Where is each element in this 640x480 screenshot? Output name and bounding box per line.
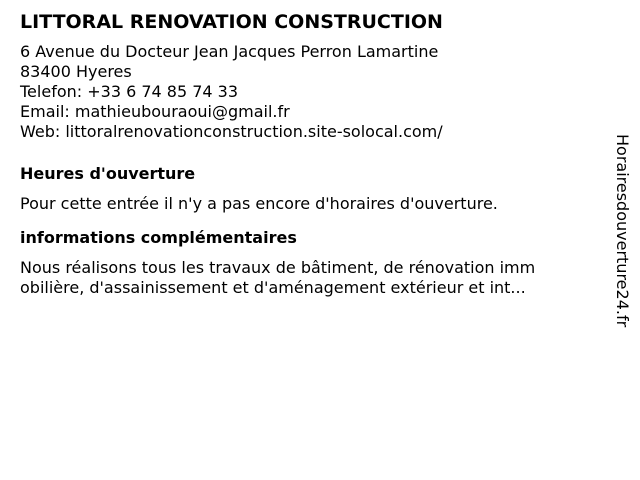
opening-hours-text: Pour cette entrée il n'y a pas encore d'horaires d'ouverture. [20,194,498,213]
additional-info-text [20,258,600,298]
address-street: 6 Avenue du Docteur Jean Jacques Perron Lamartine [20,42,439,61]
website-link[interactable]: Web: littoralrenovationconstruction.site-solocal.com/ [20,122,443,141]
brand-watermark: Horairesdouverture24.fr [613,134,632,328]
phone-number[interactable]: Telefon: +33 6 74 85 74 33 [20,82,239,101]
additional-info-line: Nous réalisons tous les travaux de bâtiment, de rénovation imm [20,258,536,277]
additional-info-heading: informations complémentaires [20,228,297,247]
additional-info-line: obilière, d'assainissement et d'aménagement extérieur et int... [20,278,526,297]
business-name: LITTORAL RENOVATION CONSTRUCTION [20,11,443,33]
email-address[interactable]: Email: mathieubouraoui@gmail.fr [20,102,290,121]
contact-block [20,42,600,142]
address-city: 83400 Hyeres [20,62,132,81]
business-card [20,10,600,298]
opening-hours-heading: Heures d'ouverture [20,164,196,183]
